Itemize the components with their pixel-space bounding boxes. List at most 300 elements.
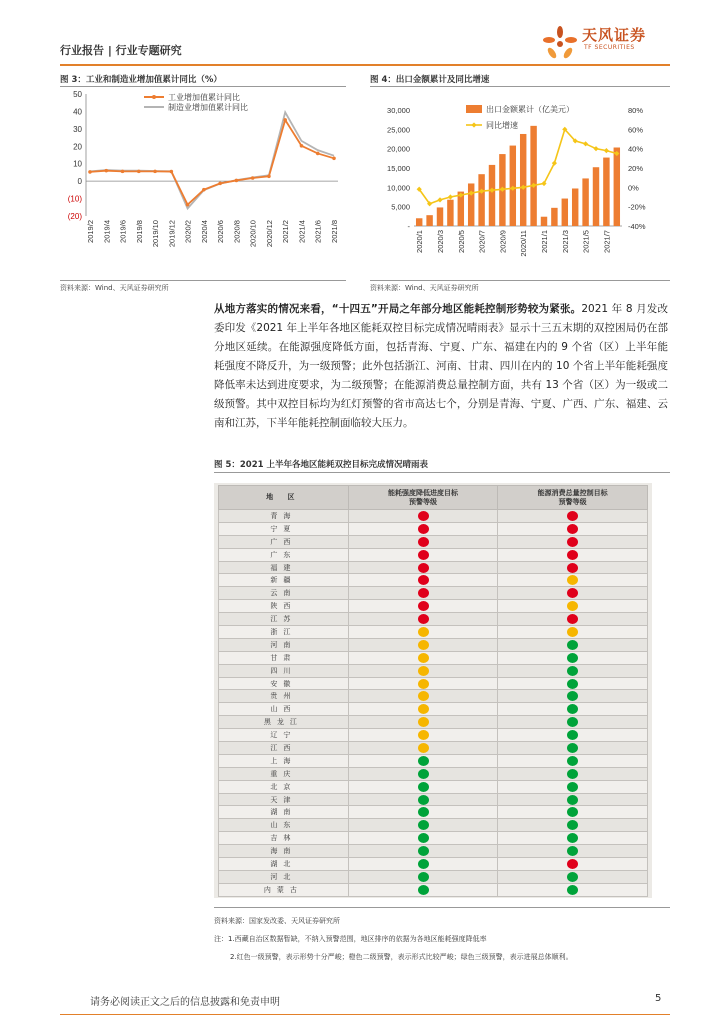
data-point [267, 174, 271, 178]
total-warning-cell [498, 767, 648, 780]
y-tick-label: (10) [67, 194, 82, 204]
red-warning-dot-icon [418, 563, 429, 573]
figure5-divider [214, 472, 670, 473]
paragraph-lead: 从地方落实的情况来看，“十四五”开局之年部分地区能耗控制形势较为紧张。 [214, 303, 582, 315]
total-warning-cell [498, 638, 648, 651]
orange-warning-dot-icon [418, 717, 429, 727]
legend-bar-swatch [466, 105, 482, 113]
legend-bar-label: 出口金额累计（亿美元） [486, 105, 574, 114]
orange-warning-dot-icon [567, 627, 578, 637]
x-tick-label: 2021/6 [313, 220, 323, 243]
orange-warning-dot-icon [418, 679, 429, 689]
intensity-warning-cell [348, 819, 498, 832]
intensity-warning-cell [348, 522, 498, 535]
logo-flower-icon [540, 22, 580, 62]
table-row [219, 535, 648, 548]
total-warning-cell [498, 754, 648, 767]
region-cell: 黑龙江 [219, 716, 349, 729]
intensity-warning-cell [348, 690, 498, 703]
x-tick-label: 2020/2 [183, 220, 193, 243]
green-warning-dot-icon [567, 795, 578, 805]
total-warning-cell [498, 600, 648, 613]
bar [426, 215, 432, 226]
x-tick-label: 2020/4 [199, 220, 209, 243]
green-warning-dot-icon [567, 782, 578, 792]
total-warning-cell [498, 587, 648, 600]
figure5-note1: 注：1.西藏自治区数据暂缺，不纳入预警范围，地区排序的依据为各地区能耗强度降低率 [214, 935, 487, 943]
bar [562, 199, 568, 226]
x-tick-label: 2021/8 [330, 220, 339, 243]
table-row [219, 626, 648, 639]
figure4-title: 图 4：出口金额累计及同比增速 [370, 75, 490, 85]
bar [551, 208, 557, 226]
orange-warning-dot-icon [418, 743, 429, 753]
table-row [219, 613, 648, 626]
table-row [219, 587, 648, 600]
data-point [121, 170, 125, 174]
table-row [219, 767, 648, 780]
orange-warning-dot-icon [418, 640, 429, 650]
region-cell: 上海 [219, 754, 349, 767]
intensity-warning-cell [348, 548, 498, 561]
x-tick-label: 2019/6 [118, 220, 128, 243]
x-tick-label: 2020/5 [456, 230, 466, 253]
intensity-warning-cell [348, 754, 498, 767]
total-warning-cell [498, 716, 648, 729]
figure3-chart [60, 88, 346, 268]
x-tick-label: 2021/1 [540, 230, 549, 253]
data-point [88, 170, 92, 174]
figure3-divider [60, 86, 346, 87]
intensity-warning-cell [348, 742, 498, 755]
header-title: 行业报告 | 行业专题研究 [60, 44, 182, 57]
left-y-tick-label: 25,000 [387, 125, 410, 135]
green-warning-dot-icon [418, 769, 429, 779]
region-cell: 山西 [219, 703, 349, 716]
figure3-title: 图 3：工业和制造业增加值累计同比（%） [60, 75, 222, 85]
region-cell: 宁夏 [219, 522, 349, 535]
red-warning-dot-icon [567, 511, 578, 521]
x-tick-label: 2021/7 [602, 230, 612, 253]
total-warning-cell [498, 703, 648, 716]
intensity-warning-cell [348, 587, 498, 600]
legend-label: 制造业增加值累计同比 [168, 103, 248, 112]
bar [468, 183, 474, 226]
legend-label: 工业增加值累计同比 [168, 93, 240, 102]
figure3-source: 资料来源：Wind、天风证券研究所 [60, 284, 169, 292]
x-tick-label: 2020/8 [232, 220, 242, 243]
x-tick-label: 2019/8 [134, 220, 144, 243]
left-y-tick-label: - [407, 222, 410, 231]
company-logo [540, 22, 670, 62]
table-row [219, 742, 648, 755]
green-warning-dot-icon [567, 769, 578, 779]
x-tick-label: 2021/4 [297, 220, 307, 243]
table-row [219, 638, 648, 651]
right-y-tick-label: 0% [628, 183, 639, 193]
data-point [202, 188, 206, 192]
total-warning-cell [498, 806, 648, 819]
region-cell: 浙江 [219, 626, 349, 639]
region-cell: 海南 [219, 845, 349, 858]
left-y-tick-label: 10,000 [387, 183, 410, 193]
region-cell: 河南 [219, 638, 349, 651]
intensity-warning-cell [348, 716, 498, 729]
region-cell: 广东 [219, 548, 349, 561]
legend-line-marker [471, 122, 476, 127]
table-row [219, 561, 648, 574]
orange-warning-dot-icon [567, 601, 578, 611]
bar [614, 148, 620, 226]
y-tick-label: (20) [67, 212, 82, 221]
intensity-warning-cell [348, 613, 498, 626]
x-tick-label: 2020/7 [477, 230, 487, 253]
intensity-warning-cell [348, 832, 498, 845]
table-row [219, 664, 648, 677]
green-warning-dot-icon [418, 807, 429, 817]
figure4-source: 资料来源：Wind、天风证券研究所 [370, 284, 479, 292]
header-total: 能源消费总量控制目标 预警等级 [498, 486, 648, 510]
data-point [332, 157, 336, 161]
x-tick-label: 2020/11 [519, 230, 529, 257]
x-tick-label: 2020/12 [264, 220, 274, 248]
table-row [219, 754, 648, 767]
total-warning-cell [498, 832, 648, 845]
green-warning-dot-icon [418, 885, 429, 895]
region-cell: 广西 [219, 535, 349, 548]
orange-warning-dot-icon [418, 691, 429, 701]
red-warning-dot-icon [418, 537, 429, 547]
figure5-bottom-divider [214, 907, 670, 908]
intensity-warning-cell [348, 561, 498, 574]
growth-point [593, 146, 598, 151]
header-region: 地 区 [219, 486, 349, 510]
x-tick-label: 2020/10 [248, 220, 258, 248]
total-warning-cell [498, 626, 648, 639]
table-row [219, 690, 648, 703]
table-row [219, 716, 648, 729]
figure5-notes [214, 912, 573, 966]
orange-warning-dot-icon [418, 653, 429, 663]
growth-point [604, 148, 609, 153]
total-warning-cell [498, 574, 648, 587]
figure3-bottom-divider [60, 280, 346, 281]
region-cell: 甘肃 [219, 651, 349, 664]
green-warning-dot-icon [418, 756, 429, 766]
legend-line-label: 同比增速 [486, 121, 518, 130]
intensity-warning-cell [348, 535, 498, 548]
total-warning-cell [498, 742, 648, 755]
figure5-source: 资料来源：国家发改委、天风证券研究所 [214, 917, 340, 925]
y-tick-label: 0 [77, 177, 82, 187]
intensity-warning-cell [348, 780, 498, 793]
bar [603, 158, 609, 226]
table-row [219, 703, 648, 716]
region-cell: 河北 [219, 870, 349, 883]
bar [582, 178, 588, 226]
total-warning-cell [498, 690, 648, 703]
y-tick-label: 50 [73, 90, 82, 99]
x-tick-label: 2021/2 [281, 220, 291, 243]
table-row [219, 858, 648, 871]
intensity-warning-cell [348, 600, 498, 613]
intensity-warning-cell [348, 883, 498, 896]
total-warning-cell [498, 613, 648, 626]
orange-warning-dot-icon [418, 730, 429, 740]
table-row [219, 819, 648, 832]
table-row [219, 832, 648, 845]
page-header [60, 26, 670, 66]
x-tick-label: 2020/6 [216, 220, 226, 243]
total-warning-cell [498, 793, 648, 806]
right-y-tick-label: -40% [628, 222, 646, 231]
series-line [90, 112, 334, 208]
bar [593, 167, 599, 226]
region-cell: 辽宁 [219, 729, 349, 742]
red-warning-dot-icon [418, 511, 429, 521]
x-tick-label: 2020/3 [436, 230, 445, 253]
header-intensity: 能耗强度降低进度目标 预警等级 [348, 486, 498, 510]
total-warning-cell [498, 780, 648, 793]
green-warning-dot-icon [418, 782, 429, 792]
green-warning-dot-icon [418, 859, 429, 869]
green-warning-dot-icon [567, 833, 578, 843]
intensity-warning-cell [348, 651, 498, 664]
table-row [219, 510, 648, 523]
region-cell: 吉林 [219, 832, 349, 845]
x-tick-label: 2019/12 [167, 220, 177, 248]
bar [416, 218, 422, 226]
bar [520, 134, 526, 226]
bar [447, 200, 453, 226]
green-warning-dot-icon [567, 885, 578, 895]
x-tick-label: 2020/1 [415, 230, 425, 253]
intensity-warning-cell [348, 767, 498, 780]
intensity-warning-cell [348, 845, 498, 858]
total-warning-cell [498, 729, 648, 742]
region-cell: 湖北 [219, 858, 349, 871]
green-warning-dot-icon [418, 872, 429, 882]
region-cell: 江苏 [219, 613, 349, 626]
x-tick-label: 2019/4 [102, 220, 112, 243]
green-warning-dot-icon [567, 872, 578, 882]
intensity-warning-cell [348, 858, 498, 871]
figure5-note2: 2.红色一级预警，表示形势十分严峻；橙色二级预警，表示形式比较严峻；绿色三级预警，表示进展总体顺利。 [230, 953, 573, 961]
green-warning-dot-icon [418, 820, 429, 830]
intensity-warning-cell [348, 806, 498, 819]
intensity-warning-cell [348, 870, 498, 883]
left-y-tick-label: 15,000 [387, 164, 410, 173]
green-warning-dot-icon [418, 846, 429, 856]
total-warning-cell [498, 548, 648, 561]
red-warning-dot-icon [418, 550, 429, 560]
green-warning-dot-icon [567, 704, 578, 714]
red-warning-dot-icon [418, 614, 429, 624]
table-row [219, 651, 648, 664]
green-warning-dot-icon [418, 795, 429, 805]
growth-point [437, 197, 442, 202]
right-y-tick-label: 40% [628, 144, 644, 154]
bar [541, 217, 547, 226]
intensity-warning-cell [348, 626, 498, 639]
region-cell: 山东 [219, 819, 349, 832]
red-warning-dot-icon [567, 537, 578, 547]
total-warning-cell [498, 535, 648, 548]
bar [437, 207, 443, 226]
right-y-tick-label: 60% [628, 125, 644, 135]
table-row [219, 548, 648, 561]
red-warning-dot-icon [567, 859, 578, 869]
legend-marker [152, 95, 156, 99]
total-warning-cell [498, 522, 648, 535]
region-cell: 内蒙古 [219, 883, 349, 896]
total-warning-cell [498, 870, 648, 883]
data-point [251, 176, 255, 180]
logo-subtitle: TF SECURITIES [584, 44, 635, 51]
orange-warning-dot-icon [567, 575, 578, 585]
region-cell: 福建 [219, 561, 349, 574]
table-row [219, 870, 648, 883]
green-warning-dot-icon [418, 833, 429, 843]
data-point [153, 170, 157, 174]
total-warning-cell [498, 510, 648, 523]
region-cell: 重庆 [219, 767, 349, 780]
warning-table-container [214, 483, 652, 898]
region-cell: 天津 [219, 793, 349, 806]
red-warning-dot-icon [418, 524, 429, 534]
region-cell: 陕西 [219, 600, 349, 613]
green-warning-dot-icon [567, 807, 578, 817]
y-tick-label: 40 [73, 107, 82, 117]
data-point [137, 170, 141, 174]
red-warning-dot-icon [567, 524, 578, 534]
table-row [219, 600, 648, 613]
intensity-warning-cell [348, 703, 498, 716]
intensity-warning-cell [348, 729, 498, 742]
total-warning-cell [498, 883, 648, 896]
green-warning-dot-icon [567, 756, 578, 766]
intensity-warning-cell [348, 664, 498, 677]
table-row [219, 845, 648, 858]
total-warning-cell [498, 858, 648, 871]
region-cell: 安徽 [219, 677, 349, 690]
bar [530, 126, 536, 226]
figure4-divider [370, 86, 670, 87]
green-warning-dot-icon [567, 679, 578, 689]
x-tick-label: 2021/3 [560, 230, 570, 253]
table-row [219, 677, 648, 690]
data-point [283, 118, 287, 122]
figure4-bottom-divider [370, 280, 670, 281]
x-tick-label: 2019/10 [151, 220, 161, 248]
orange-warning-dot-icon [418, 666, 429, 676]
region-cell: 湖南 [219, 806, 349, 819]
data-point [186, 203, 190, 207]
green-warning-dot-icon [567, 691, 578, 701]
y-tick-label: 20 [73, 142, 82, 152]
red-warning-dot-icon [567, 550, 578, 560]
red-warning-dot-icon [567, 563, 578, 573]
green-warning-dot-icon [567, 653, 578, 663]
intensity-warning-cell [348, 638, 498, 651]
growth-point [583, 141, 588, 146]
total-warning-cell [498, 677, 648, 690]
region-cell: 新疆 [219, 574, 349, 587]
table-row [219, 793, 648, 806]
green-warning-dot-icon [567, 666, 578, 676]
right-y-tick-label: 80% [628, 106, 644, 115]
region-cell: 云南 [219, 587, 349, 600]
orange-warning-dot-icon [418, 627, 429, 637]
y-tick-label: 30 [73, 124, 82, 134]
bar [478, 174, 484, 226]
red-warning-dot-icon [418, 601, 429, 611]
red-warning-dot-icon [418, 588, 429, 598]
logo-name: 天风证券 [582, 26, 647, 44]
intensity-warning-cell [348, 677, 498, 690]
total-warning-cell [498, 561, 648, 574]
y-tick-label: 10 [73, 159, 82, 169]
green-warning-dot-icon [567, 846, 578, 856]
region-cell: 北京 [219, 780, 349, 793]
region-cell: 四川 [219, 664, 349, 677]
region-cell: 江西 [219, 742, 349, 755]
page-number: 5 [655, 993, 662, 1004]
region-cell: 贵州 [219, 690, 349, 703]
total-warning-cell [498, 664, 648, 677]
paragraph-body: 2021 年 8 月发改委印发《2021 年上半年各地区能耗双控目标完成情况晴雨表》显示十三五末期的双控困局仍在部分地区延续。在能源强度降低方面，包括青海、宁夏、广东、福建在内的 9 个省（区）上半年能耗强度不降反升，为一级预警；此外包括浙江、河南、甘肃、四川在内的 10 个省上半年能耗强度降低率未达到进度要求，为二级预警；在能源消费总量控制方面，共有 13 个省（区）为一级或二级预警。其中双控目标均为红灯预警的省市高达七个，分别是青海、宁夏、广西、广东、福建、云南和江苏，下半年能耗控制面临较大压力。 [214, 303, 668, 429]
green-warning-dot-icon [567, 820, 578, 830]
left-y-tick-label: 30,000 [387, 106, 410, 115]
intensity-warning-cell [348, 574, 498, 587]
footer-divider [60, 1014, 670, 1015]
footer-disclaimer: 请务必阅读正文之后的信息披露和免责申明 [90, 997, 280, 1008]
table-row [219, 780, 648, 793]
right-y-tick-label: 20% [628, 164, 644, 173]
body-paragraph [214, 300, 668, 433]
data-point [218, 182, 222, 186]
intensity-warning-cell [348, 510, 498, 523]
data-point [316, 152, 320, 156]
total-warning-cell [498, 819, 648, 832]
red-warning-dot-icon [418, 575, 429, 585]
intensity-warning-cell [348, 793, 498, 806]
data-point [170, 170, 174, 174]
table-row [219, 729, 648, 742]
green-warning-dot-icon [567, 730, 578, 740]
bar [572, 188, 578, 226]
bar [489, 165, 495, 226]
left-y-tick-label: 5,000 [391, 202, 410, 212]
x-tick-label: 2021/5 [581, 230, 591, 253]
table-row [219, 806, 648, 819]
table-row [219, 522, 648, 535]
figure5-title: 图 5：2021 上半年各地区能耗双控目标完成情况晴雨表 [214, 460, 428, 470]
growth-point [448, 194, 453, 199]
x-tick-label: 2019/2 [86, 220, 95, 243]
total-warning-cell [498, 845, 648, 858]
table-row [219, 883, 648, 896]
table-row [219, 574, 648, 587]
figure4-chart [370, 88, 670, 268]
data-point [235, 179, 239, 183]
right-y-tick-label: -20% [628, 202, 646, 212]
table-header-row [219, 486, 648, 510]
data-point [104, 169, 108, 173]
data-point [300, 144, 304, 148]
orange-warning-dot-icon [418, 704, 429, 714]
total-warning-cell [498, 651, 648, 664]
